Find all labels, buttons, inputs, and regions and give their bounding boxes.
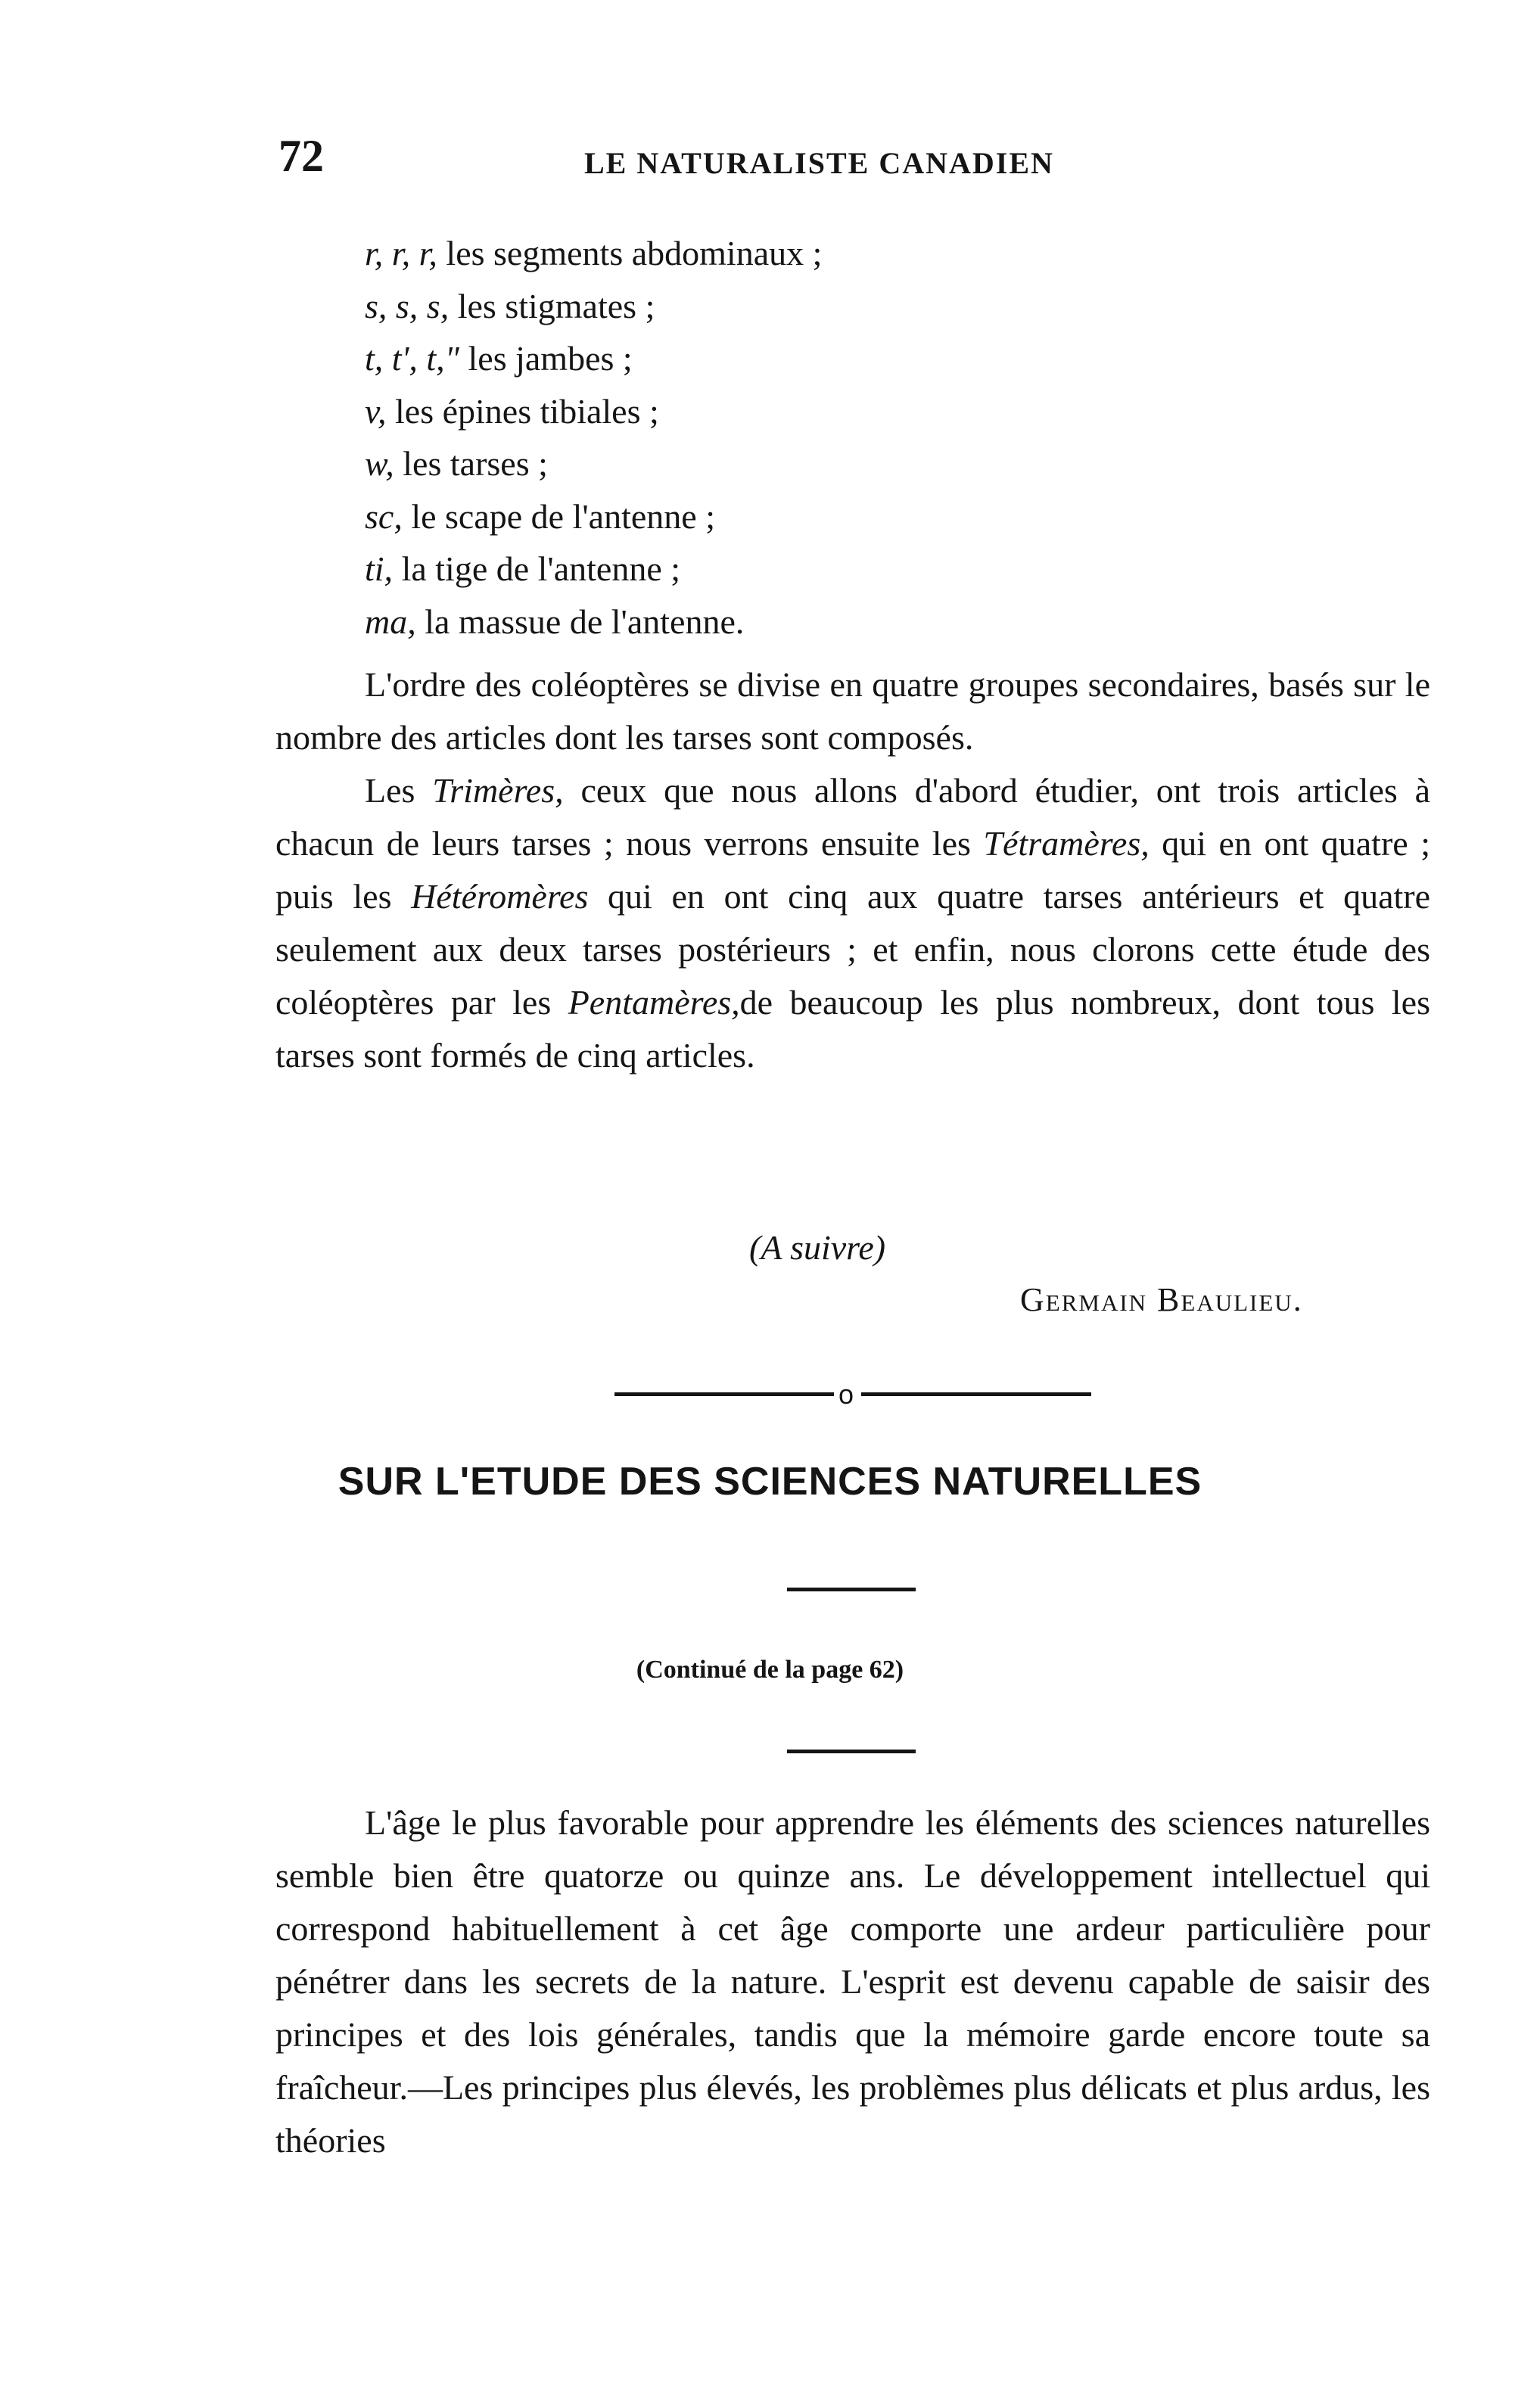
ornament-line-left bbox=[614, 1392, 834, 1396]
paragraph-text: de beaucoup les plus nombreux, dont tous les tarses sont formés de cinq articles. bbox=[275, 983, 1430, 1075]
paragraph-text: qui en ont cinq aux quatre tarses antérieurs et quatre seulement aux deux tarses postérieurs ; et enfin, nous clorons cette étude des coléoptères par les bbox=[275, 877, 1430, 1022]
legend-text: la tige de l'antenne ; bbox=[393, 549, 681, 588]
legend-text: les jambes ; bbox=[459, 339, 633, 378]
ornament-line-right bbox=[861, 1392, 1091, 1396]
continued-note: (Continué de la page 62) bbox=[636, 1656, 904, 1684]
legend-symbol: ma, bbox=[365, 602, 416, 641]
legend-item bbox=[365, 490, 1424, 543]
term-tetrameres: Tétramères, bbox=[983, 824, 1150, 863]
journal-title: LE NATURALISTE CANADIEN bbox=[584, 146, 1054, 180]
legend-symbol: ti, bbox=[365, 549, 394, 588]
section-ornament bbox=[614, 1379, 1091, 1409]
legend-item bbox=[365, 596, 1424, 649]
legend-symbol: sc, bbox=[365, 496, 403, 536]
term-trimeres: Trimères, bbox=[432, 771, 564, 810]
paragraph-text: ceux que nous allons d'abord étudier, ont trois articles à chacun de leurs tarses ; nous verrons ensuite les bbox=[275, 771, 1430, 863]
legend-item bbox=[365, 332, 1424, 385]
paragraph-tarsal-groups bbox=[275, 764, 1430, 1082]
legend-text: la massue de l'antenne. bbox=[415, 602, 745, 641]
a-suivre-note: (A suivre) bbox=[749, 1228, 886, 1267]
paragraph-text: qui en ont quatre ; puis les bbox=[275, 824, 1430, 916]
legend-text: les stigmates ; bbox=[449, 286, 655, 325]
paragraph-text: Les bbox=[365, 771, 433, 810]
paragraph-favorable-age: L'âge le plus favorable pour apprendre les éléments des sciences naturelles semble bien être quatorze ou quinze ans. Le développement intellectuel qui correspond habituellement à cet âge comporte une ardeur particulière pour pénétrer dans les secrets de la nature. L'esprit est devenu capable de saisir des principes et des lois générales, tandis que la mémoire garde encore toute sa fraîcheur.—Les principes plus élevés, les problèmes plus délicats et plus ardus, les théories bbox=[275, 1803, 1430, 2160]
term-pentameres: Pentamères, bbox=[568, 983, 740, 1022]
legend-text: les épines tibiales ; bbox=[386, 391, 659, 431]
running-head bbox=[278, 130, 1444, 191]
figure-legend bbox=[365, 227, 1424, 648]
legend-symbol: w, bbox=[365, 444, 394, 483]
legend-item bbox=[365, 543, 1424, 596]
author-signature: Germain Beaulieu. bbox=[1020, 1281, 1303, 1318]
continued-rule bbox=[787, 1750, 916, 1753]
legend-symbol: s, s, s, bbox=[365, 286, 450, 325]
title-rule bbox=[787, 1588, 916, 1591]
page-number: 72 bbox=[278, 131, 324, 181]
coleoptera-paragraphs bbox=[275, 658, 1430, 1082]
paragraph-coleoptera-groups: L'ordre des coléoptères se divise en quatre groupes secondaires, basés sur le nombre des articles dont les tarses sont composés. bbox=[275, 665, 1430, 757]
legend-symbol: t, t', t," bbox=[365, 339, 459, 378]
ornament-mark: o bbox=[838, 1379, 854, 1410]
legend-text: le scape de l'antenne ; bbox=[402, 496, 715, 536]
sciences-paragraphs bbox=[275, 1796, 1430, 2167]
term-heteromeres: Hétéromères bbox=[411, 877, 589, 916]
legend-item bbox=[365, 385, 1424, 438]
legend-text: les segments abdominaux ; bbox=[437, 234, 823, 272]
legend-symbol: r, r, r, bbox=[365, 234, 437, 272]
legend-item bbox=[365, 280, 1424, 333]
legend-item bbox=[365, 437, 1424, 490]
legend-symbol: v, bbox=[365, 391, 387, 431]
legend-item bbox=[365, 227, 1424, 280]
section-title: SUR L'ETUDE DES SCIENCES NATURELLES bbox=[338, 1460, 1202, 1504]
legend-text: les tarses ; bbox=[394, 444, 548, 483]
